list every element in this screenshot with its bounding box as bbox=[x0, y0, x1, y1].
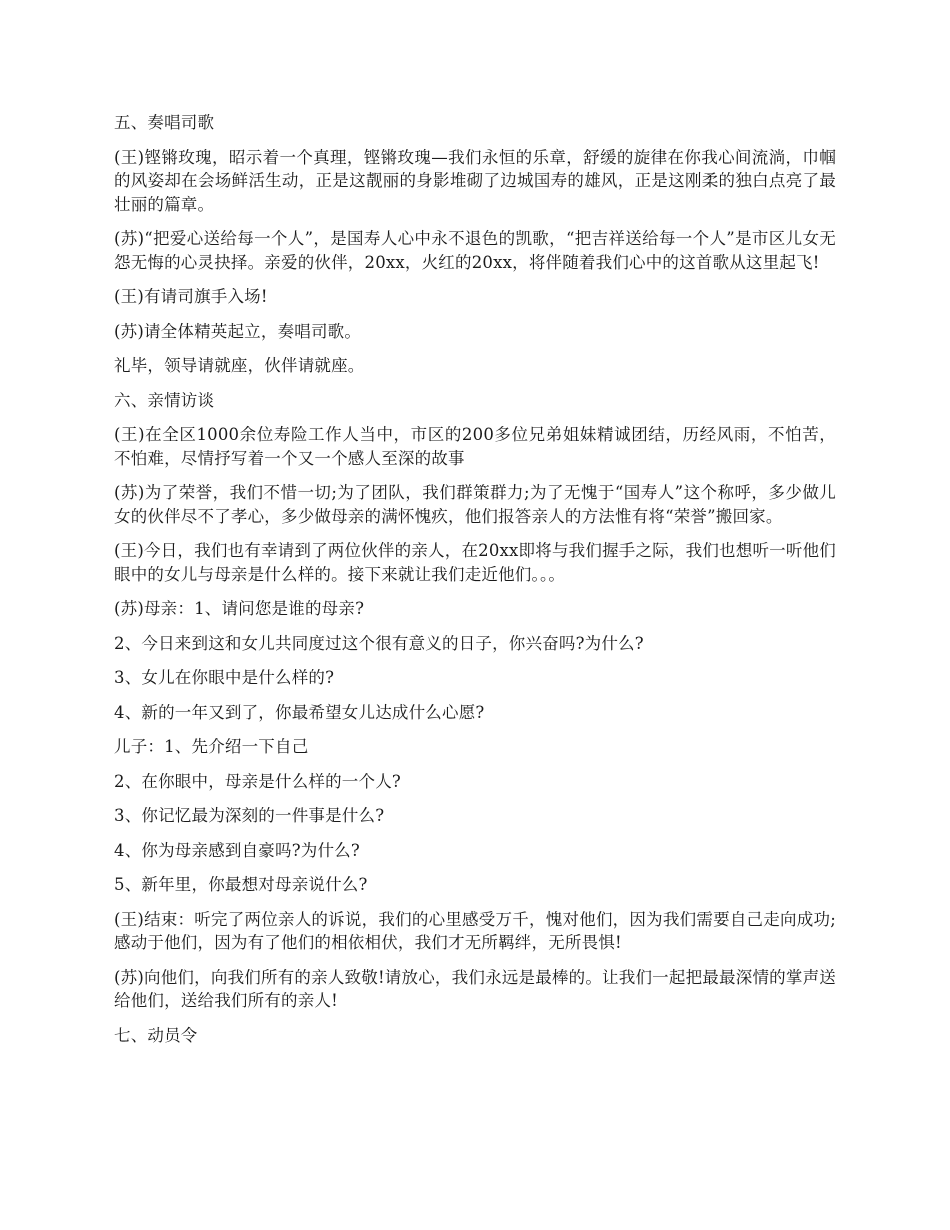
section-heading-five: 五、奏唱司歌 bbox=[114, 113, 215, 132]
document-page bbox=[114, 111, 836, 1058]
paragraph-su-song: (苏)“把爱心送给每一个人”，是国寿人心中永不退色的凯歌，“把吉祥送给每一个人”是市区儿女无怨无悔的心灵抉择。亲爱的伙伴，20xx，火红的20xx，将伴随着我们心中的这首歌从这里起飞! bbox=[114, 229, 836, 272]
paragraph-su-honor: (苏)为了荣誉，我们不惜一切;为了团队，我们群策群力;为了无愧于“国寿人”这个称呼，多少做儿女的伙伴尽不了孝心，多少做母亲的满怀愧疚，他们报答亲人的方法惟有将“荣誉”搬回家。 bbox=[114, 483, 836, 526]
question-son-4: 4、你为母亲感到自豪吗?为什么? bbox=[114, 840, 360, 860]
question-son-2: 2、在你眼中，母亲是什么样的一个人? bbox=[114, 771, 401, 791]
question-son-1: 儿子：1、先介绍一下自己 bbox=[114, 737, 309, 756]
question-son-5: 5、新年里，你最想对母亲说什么? bbox=[114, 875, 368, 894]
section-heading-six: 六、亲情访谈 bbox=[114, 390, 215, 410]
section-heading-seven: 七、动员令 bbox=[114, 1025, 198, 1045]
question-mother-2: 2、今日来到这和女儿共同度过这个很有意义的日子，你兴奋吗?为什么? bbox=[114, 633, 644, 653]
paragraph-su-salute: (苏)向他们，向我们所有的亲人致敬!请放心，我们永远是最棒的。让我们一起把最最深情的掌声送给他们，送给我们所有的亲人! bbox=[114, 967, 836, 1010]
paragraph-wang-team: (王)在全区1000余位寿险工作人当中，市区的200多位兄弟姐妹精诚团结，历经风雨，不怕苦，不怕难，尽情抒写着一个又一个感人至深的故事 bbox=[114, 425, 836, 468]
paragraph-wang-family: (王)今日，我们也有幸请到了两位伙伴的亲人，在20xx即将与我们握手之际，我们也想听一听他们眼中的女儿与母亲是什么样的。接下来就让我们走近他们。。。 bbox=[114, 541, 836, 584]
question-mother-3: 3、女儿在你眼中是什么样的? bbox=[114, 668, 335, 687]
paragraph-wang-closing: (王)结束：听完了两位亲人的诉说，我们的心里感受万千，愧对他们，因为我们需要自己走向成功;感动于他们，因为有了他们的相依相伏，我们才无所羁绊，无所畏惧! bbox=[114, 909, 836, 952]
paragraph-wang-flag: (王)有请司旗手入场! bbox=[114, 287, 268, 306]
paragraph-su-stand: (苏)请全体精英起立，奏唱司歌。 bbox=[114, 321, 362, 341]
question-mother-4: 4、新的一年又到了，你最希望女儿达成什么心愿? bbox=[114, 702, 485, 722]
paragraph-be-seated: 礼毕，领导请就座，伙伴请就座。 bbox=[114, 356, 365, 375]
question-mother-1: (苏)母亲：1、请问您是谁的母亲? bbox=[114, 599, 365, 618]
paragraph-wang-roses: (王)铿锵玫瑰，昭示着一个真理，铿锵玫瑰—我们永恒的乐章，舒缓的旋律在你我心间流淌，巾帼的风姿却在会场鲜活生动，正是这靓丽的身影堆砌了边城国寿的雄风，正是这刚柔的独白点亮了最壮丽的篇章。 bbox=[114, 147, 836, 214]
question-son-3: 3、你记忆最为深刻的一件事是什么? bbox=[114, 806, 385, 825]
